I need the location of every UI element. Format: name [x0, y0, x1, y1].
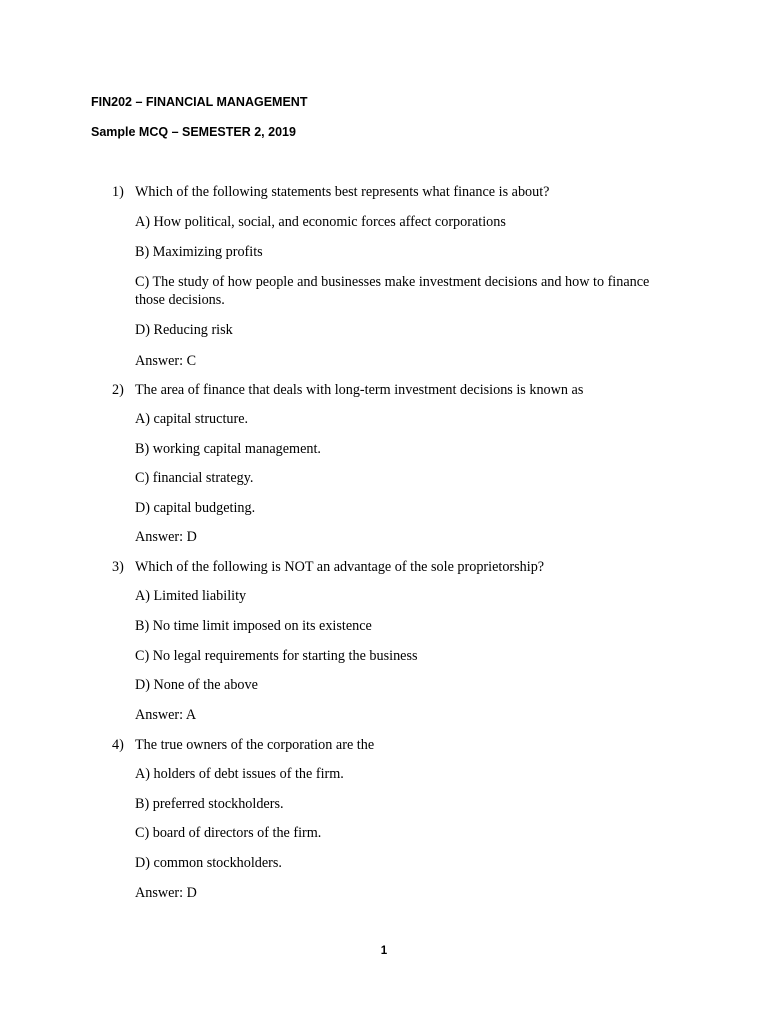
option-a: A) How political, social, and economic forces affect corporations	[135, 214, 506, 230]
page-number: 1	[380, 945, 388, 957]
question-2	[112, 381, 652, 399]
question-number: 2)	[112, 382, 124, 398]
question-text: The area of finance that deals with long-term investment decisions is known as	[135, 382, 584, 398]
question-text: Which of the following is NOT an advantage of the sole proprietorship?	[135, 559, 545, 575]
option-b: B) preferred stockholders.	[135, 796, 284, 812]
course-title: FIN202 – FINANCIAL MANAGEMENT	[91, 95, 308, 109]
question-text: Which of the following statements best represents what finance is about?	[135, 184, 550, 200]
option-a: A) capital structure.	[135, 411, 249, 427]
option-b: B) working capital management.	[135, 441, 321, 457]
option-d: D) Reducing risk	[135, 322, 233, 338]
option-c: C) board of directors of the firm.	[135, 825, 322, 841]
option-a: A) holders of debt issues of the firm.	[135, 766, 344, 782]
option-d: D) None of the above	[135, 677, 258, 693]
option-b: B) No time limit imposed on its existence	[135, 618, 372, 634]
question-1	[112, 183, 652, 201]
question-number: 4)	[112, 737, 124, 753]
question-number: 1)	[112, 184, 124, 200]
option-b: B) Maximizing profits	[135, 244, 263, 260]
question-number: 3)	[112, 559, 124, 575]
answer: Answer: D	[135, 529, 197, 545]
option-c: C) The study of how people and businesses make investment decisions and how to finance those decisions.	[135, 274, 650, 308]
answer: Answer: C	[135, 353, 197, 369]
option-c: C) No legal requirements for starting the business	[135, 648, 418, 664]
option-d: D) common stockholders.	[135, 855, 282, 871]
question-4	[112, 736, 652, 754]
answer: Answer: D	[135, 885, 197, 901]
option-d: D) capital budgeting.	[135, 500, 256, 516]
option-c: C) financial strategy.	[135, 470, 254, 486]
option-a: A) Limited liability	[135, 588, 247, 604]
answer: Answer: A	[135, 707, 197, 723]
exam-subtitle: Sample MCQ – SEMESTER 2, 2019	[91, 125, 296, 139]
question-text: The true owners of the corporation are the	[135, 737, 375, 753]
question-3	[112, 558, 652, 576]
